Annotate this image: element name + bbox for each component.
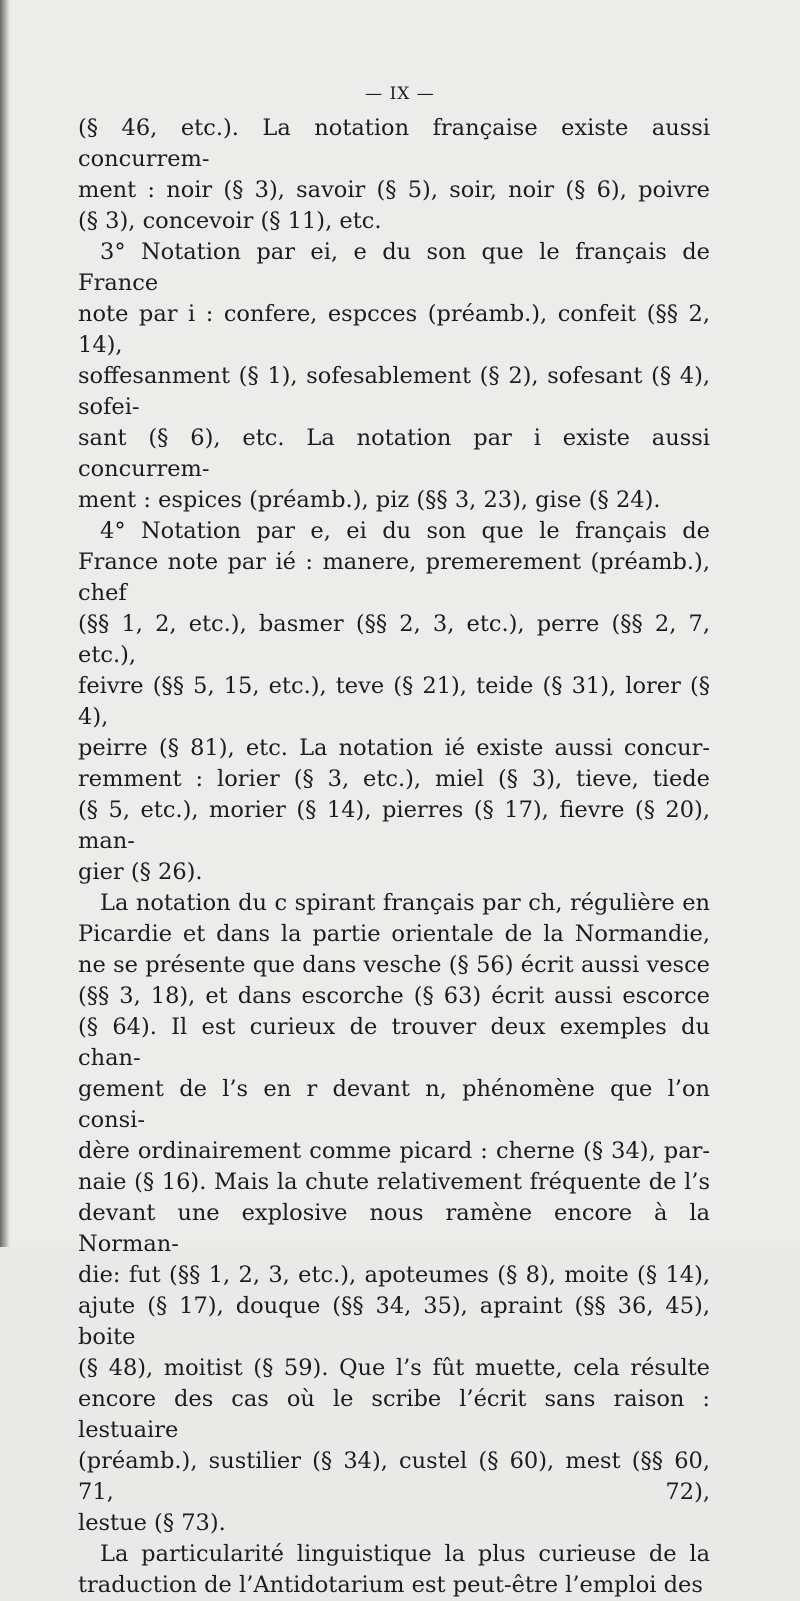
text-line: (§ 3), concevoir (§ 11), etc. [78, 208, 382, 234]
text-line: (§ 64). Il est curieux de trouver deux exemples du chan- [78, 1014, 710, 1071]
text-line: soffesanment (§ 1), sofesablement (§ 2), sofesant (§ 4), sofei- [78, 363, 710, 420]
text-line: ne se présente que dans vesche (§ 56) écrit aussi vesce [78, 952, 710, 978]
text-line: (§ 5, etc.), morier (§ 14), pierres (§ 17), fievre (§ 20), man- [78, 797, 710, 854]
text-line: La notation du c spirant français par ch, régulière en [100, 890, 710, 916]
page-binding-edge [0, 0, 10, 1247]
text-line: France note par ié : manere, premerement (préamb.), chef [78, 549, 710, 606]
text-line: 4° Notation par e, ei du son que le français de [100, 518, 710, 544]
text-line: La particularité linguistique la plus curieuse de la [100, 1541, 710, 1567]
text-line: note par i : confere, espcces (préamb.), confeit (§§ 2, 14), [78, 301, 710, 358]
text-line: Picardie et dans la partie orientale de la Normandie, [78, 921, 710, 947]
text-line: encore des cas où le scribe l’écrit sans raison : lestuaire [78, 1386, 710, 1443]
text-line: gier (§ 26). [78, 859, 203, 885]
text-line: (§ 46, etc.). La notation française existe aussi concurrem- [78, 115, 710, 172]
text-line: dère ordinairement comme picard : cherne (§ 34), par- [78, 1138, 710, 1164]
text-line: feivre (§§ 5, 15, etc.), teve (§ 21), teide (§ 31), lorer (§ 4), [78, 673, 710, 730]
text-line: devant une explosive nous ramène encore à la Norman- [78, 1200, 710, 1257]
text-line: (§§ 1, 2, etc.), basmer (§§ 2, 3, etc.), perre (§§ 2, 7, etc.), [78, 611, 710, 668]
text-line: sant (§ 6), etc. La notation par i existe aussi concurrem- [78, 425, 710, 482]
text-line: naie (§ 16). Mais la chute relativement fréquente de l’s [78, 1169, 710, 1195]
body-text [78, 113, 710, 1601]
text-line: gement de l’s en r devant n, phénomène que l’on consi- [78, 1076, 710, 1133]
text-line: (§§ 3, 18), et dans escorche (§ 63) écrit aussi escorce [78, 983, 710, 1009]
text-line: peirre (§ 81), etc. La notation ié existe aussi concur- [78, 735, 710, 761]
text-line: ment : noir (§ 3), savoir (§ 5), soir, noir (§ 6), poivre [78, 177, 710, 203]
text-line: ment : espices (préamb.), piz (§§ 3, 23), gise (§ 24). [78, 487, 661, 513]
text-line: (§ 48), moitist (§ 59). Que l’s fût muette, cela résulte [78, 1355, 710, 1381]
text-line: lestue (§ 73). [78, 1510, 226, 1536]
text-line: traduction de l’Antidotarium est peut-être l’emploi des [78, 1572, 703, 1598]
text-line: (préamb.), sustilier (§ 34), custel (§ 60), mest (§§ 60, 71, 72), [78, 1448, 710, 1505]
text-line: 3° Notation par ei, e du son que le français de France [78, 239, 710, 296]
text-line: ajute (§ 17), douque (§§ 34, 35), apraint (§§ 36, 45), boite [78, 1293, 710, 1350]
text-line: die: fut (§§ 1, 2, 3, etc.), apoteumes (§ 8), moite (§ 14), [78, 1262, 710, 1288]
page-number: — IX — [365, 84, 435, 104]
text-line: remment : lorier (§ 3, etc.), miel (§ 3), tieve, tiede [78, 766, 710, 792]
